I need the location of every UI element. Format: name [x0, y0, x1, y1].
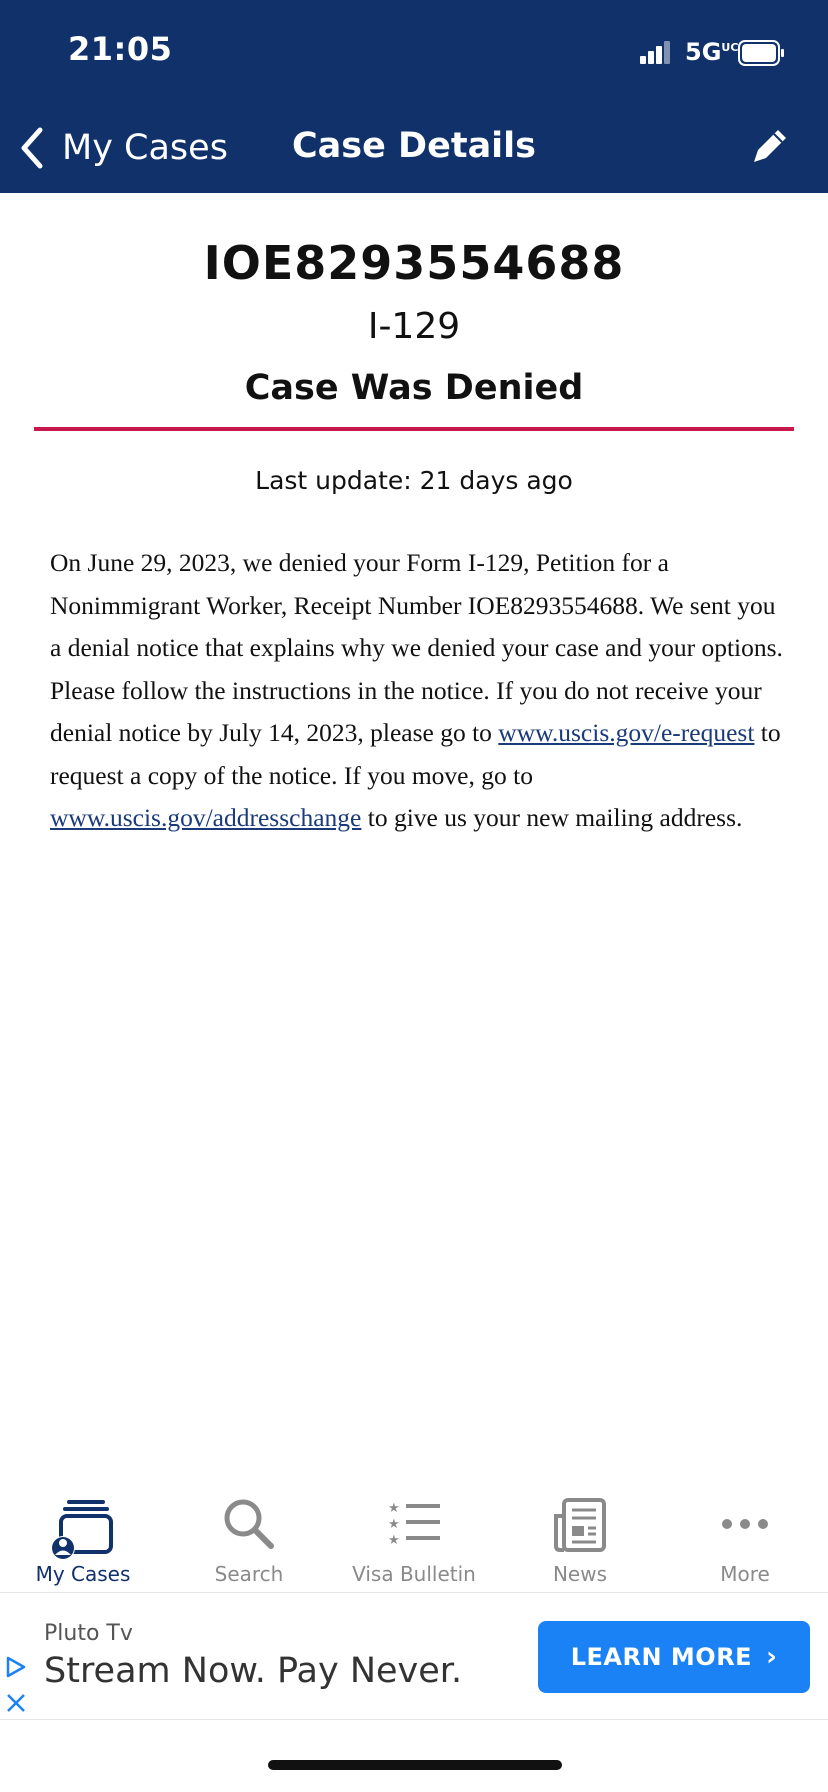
tab-bar: [0, 1484, 828, 1588]
case-description: [50, 542, 786, 840]
cellular-signal-icon: [640, 40, 672, 64]
tab-my-cases[interactable]: [0, 1484, 166, 1588]
tab-label-my-cases: My Cases: [35, 1562, 131, 1586]
address-change-link[interactable]: www.uscis.gov/addresschange: [50, 803, 362, 832]
ad-source: Pluto Tv: [44, 1621, 133, 1646]
ad-banner[interactable]: [0, 1592, 828, 1720]
my-cases-icon: [51, 1496, 115, 1560]
e-request-link[interactable]: www.uscis.gov/e-request: [498, 718, 755, 747]
tab-label-search: Search: [214, 1562, 284, 1586]
search-icon: [219, 1496, 279, 1556]
status-divider: [34, 427, 794, 431]
tab-label-more: More: [720, 1562, 770, 1586]
svg-text:★: ★: [388, 1501, 400, 1516]
svg-text:★: ★: [388, 1533, 400, 1548]
home-indicator[interactable]: [268, 1760, 562, 1770]
close-icon[interactable]: [4, 1691, 28, 1715]
status-time: 21:05: [68, 30, 173, 68]
description-part-3: to give us your new mailing address.: [361, 803, 743, 832]
network-type: [685, 38, 738, 66]
tab-label-visa-bulletin: Visa Bulletin: [352, 1562, 476, 1586]
back-label: My Cases: [62, 128, 228, 168]
header-bar: [0, 0, 828, 193]
svg-text:★: ★: [388, 1517, 400, 1532]
tab-label-news: News: [552, 1562, 608, 1586]
network-label: 5G: [685, 38, 722, 66]
chevron-right-icon: ›: [766, 1642, 778, 1672]
learn-more-label: LEARN MORE: [570, 1643, 753, 1671]
tab-news[interactable]: [497, 1484, 663, 1588]
receipt-number: IOE8293554688: [203, 236, 625, 290]
network-sup-label: UC: [721, 41, 739, 54]
last-update: Last update: 21 days ago: [255, 466, 573, 495]
ad-headline: Stream Now. Pay Never.: [44, 1651, 463, 1691]
case-status: Case Was Denied: [244, 368, 584, 408]
adchoices-icon[interactable]: [4, 1655, 28, 1679]
page-title: Case Details: [291, 126, 537, 166]
more-icon: [715, 1496, 775, 1556]
tab-search[interactable]: [166, 1484, 332, 1588]
visa-bulletin-icon: [384, 1496, 444, 1556]
news-icon: [550, 1496, 610, 1556]
tab-more[interactable]: [662, 1484, 828, 1588]
learn-more-button[interactable]: [538, 1621, 810, 1693]
description-part-1: On June 29, 2023, we denied your Form I-129, Petition for a Nonimmigrant Worker, Receipt Number IOE8293554688. We sent you a denial notice that explains why we denied your case and your options. Please follow the instructions in the notice. If you do not receive your denial notice by July 14, 2023, please go to: [50, 548, 783, 747]
form-type: I-129: [367, 306, 461, 347]
battery-icon: [738, 39, 786, 67]
tab-visa-bulletin[interactable]: [331, 1484, 497, 1588]
description-part-2: to request a copy of the notice. If you move, go to: [50, 718, 781, 790]
pencil-icon[interactable]: [748, 124, 792, 168]
